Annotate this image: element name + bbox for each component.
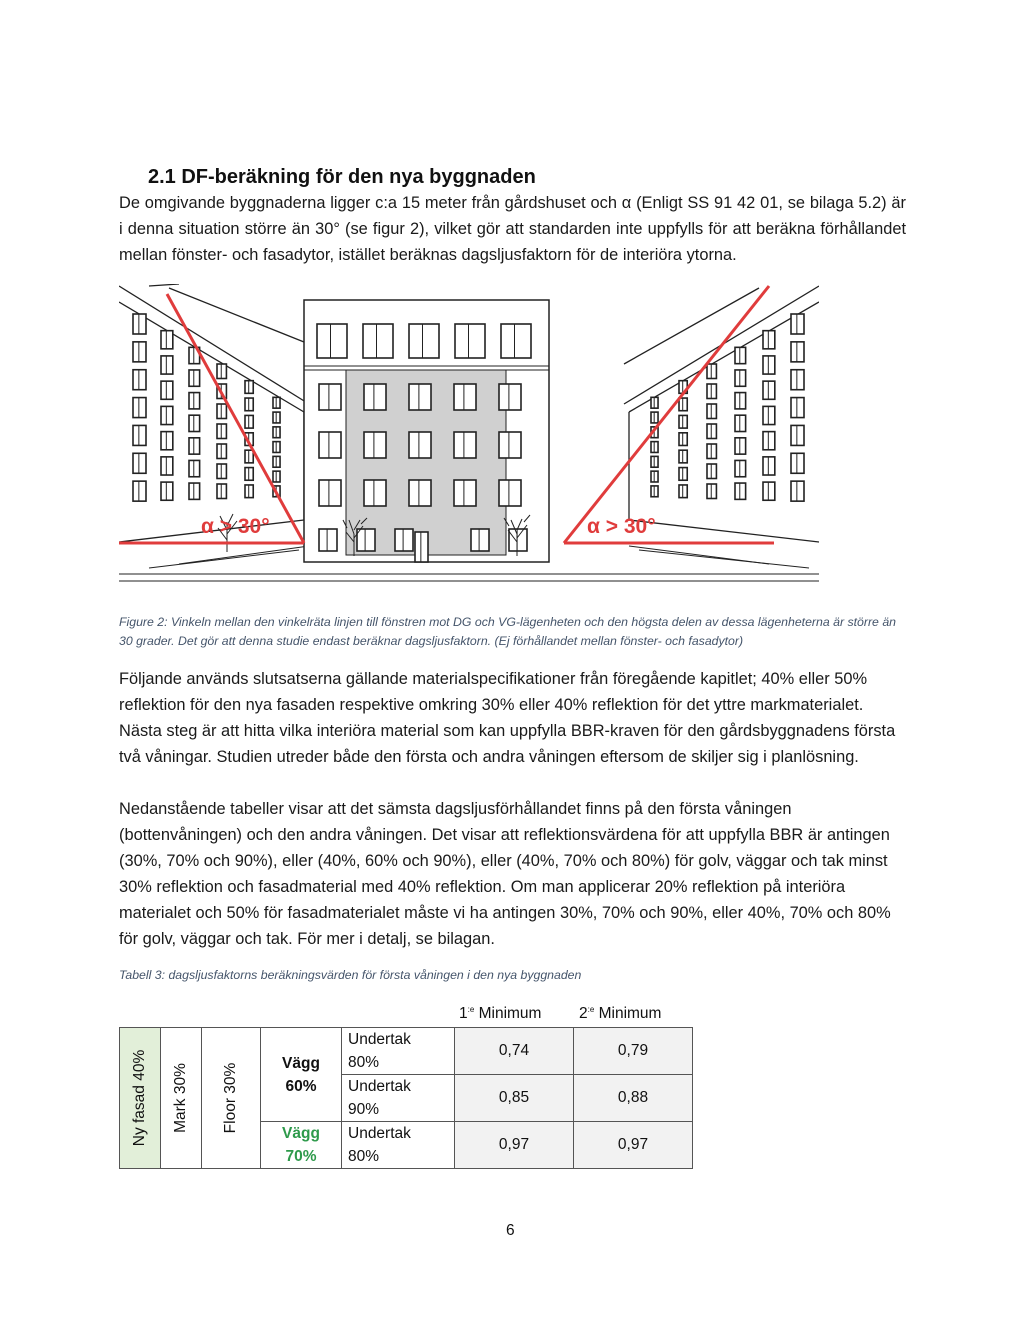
facade-cell xyxy=(120,1028,161,1169)
building-window xyxy=(409,480,431,506)
wall-cell-60 xyxy=(261,1028,342,1122)
building-window xyxy=(161,406,173,424)
col-header-2nd-minimum xyxy=(579,1005,661,1023)
building-window xyxy=(317,324,347,358)
angle-label-left: α > 30° xyxy=(201,515,270,538)
min1-value: 0,74 xyxy=(455,1028,574,1075)
ceiling-label: Undertak xyxy=(348,1125,411,1142)
left-windows xyxy=(133,314,280,501)
building-window xyxy=(791,398,804,418)
building-window xyxy=(763,457,775,475)
building-window xyxy=(791,425,804,445)
building-window xyxy=(161,432,173,450)
col1-label: Minimum xyxy=(474,1005,542,1022)
building-window xyxy=(319,432,341,458)
min1-value: 0,85 xyxy=(455,1075,574,1122)
building-window xyxy=(189,370,200,386)
building-window xyxy=(735,438,746,454)
building-window xyxy=(161,482,173,500)
daylight-factor-table xyxy=(119,1027,693,1169)
building-window xyxy=(735,347,746,363)
floor-cell xyxy=(202,1028,261,1169)
intro-paragraph: De omgivande byggnaderna ligger c:a 15 meter från gårdshuset och α (Enligt SS 91 42 01, se bilaga 5.2) är i denna situation större än 30° (se figur 2), vilket gör att standarden inte uppfylls för att beräkna förhållandet mellan fönster- och fasadytor, istället beräknas dagsljusfaktorn för de interiöra ytorna. xyxy=(119,194,906,264)
col2-ordinal: :e xyxy=(587,1005,595,1014)
building-window xyxy=(735,370,746,386)
min2-value: 0,79 xyxy=(574,1028,693,1075)
building-window xyxy=(319,529,337,551)
ceiling-value: 90% xyxy=(348,1101,380,1118)
building-window xyxy=(763,482,775,500)
building-window xyxy=(471,529,489,551)
ceiling-value: 80% xyxy=(348,1054,380,1071)
min2-value: 0,97 xyxy=(574,1122,693,1169)
table-caption: Tabell 3: dagsljusfaktorns beräkningsvärden för första våningen i den nya byggnaden xyxy=(119,968,582,982)
building-window xyxy=(791,481,804,501)
building-window xyxy=(357,529,375,551)
col2-label: Minimum xyxy=(594,1005,662,1022)
building-window xyxy=(133,314,146,334)
building-window xyxy=(189,415,200,431)
building-window xyxy=(395,529,413,551)
building-window xyxy=(763,406,775,424)
building-window xyxy=(409,324,439,358)
building-window xyxy=(319,480,341,506)
ceiling-label: Undertak xyxy=(348,1031,411,1048)
building-window xyxy=(161,381,173,399)
building-window xyxy=(189,460,200,476)
building-window xyxy=(791,453,804,473)
building-window xyxy=(791,370,804,390)
building-window xyxy=(763,432,775,450)
ceiling-cell xyxy=(342,1028,455,1075)
building-window xyxy=(133,453,146,473)
building-window xyxy=(763,331,775,349)
building-window xyxy=(409,384,431,410)
min2-value: 0,88 xyxy=(574,1075,693,1122)
building-window xyxy=(791,314,804,334)
building-window xyxy=(501,324,531,358)
building-window xyxy=(133,481,146,501)
building-window xyxy=(133,425,146,445)
building-window xyxy=(409,432,431,458)
building-window xyxy=(499,384,521,410)
figure-2-street-perspective xyxy=(119,284,819,588)
building-window xyxy=(763,381,775,399)
building-window xyxy=(364,480,386,506)
ground-cell xyxy=(161,1028,202,1169)
col1-ordinal: :e xyxy=(467,1005,475,1014)
building-window xyxy=(161,331,173,349)
building-window xyxy=(499,480,521,506)
building-window xyxy=(735,460,746,476)
building-window xyxy=(509,529,527,551)
col2-number: 2 xyxy=(579,1005,588,1022)
ground-label: Mark 30% xyxy=(172,1063,189,1133)
building-window xyxy=(791,342,804,362)
building-window xyxy=(133,398,146,418)
building-window xyxy=(189,393,200,409)
facade-label: Ny fasad 40% xyxy=(131,1049,148,1147)
angle-label-right: α > 30° xyxy=(587,515,656,538)
building-window xyxy=(454,480,476,506)
body-paragraph-2: Nedanstående tabeller visar att det sämsta dagsljusförhållandet finns på den första våningen (bottenvåningen) och den andra våningen. Det visar att reflektionsvärdena för att uppfylla BBR är antingen (30%, 70% och 90%), eller (40%, 60% och 90%), eller (40%, 70% och 80%) för golv, väggar och tak minst 30% reflektion och fasadmaterial med 40% reflektion. Om man applicerar 20% reflektion på interiöra materialet och 50% för fasadmaterialet måste vi ha antingen 30%, 70% och 90%, eller 40%, 70% och 80% för golv, väggar och tak. För mer i detalj, se bilagan. xyxy=(119,800,891,948)
building-window xyxy=(364,384,386,410)
wall-label: Vägg xyxy=(282,1054,320,1072)
ceiling-value: 80% xyxy=(348,1148,380,1165)
building-window xyxy=(735,483,746,499)
building-window xyxy=(161,356,173,374)
entrance-door xyxy=(415,532,428,562)
wall-cell-70 xyxy=(261,1122,342,1169)
building-window xyxy=(499,432,521,458)
building-window xyxy=(161,457,173,475)
building-window xyxy=(454,384,476,410)
building-window xyxy=(735,415,746,431)
ceiling-label: Undertak xyxy=(348,1078,411,1095)
building-window xyxy=(189,438,200,454)
floor-label: Floor 30% xyxy=(222,1062,239,1134)
building-window xyxy=(455,324,485,358)
table-row xyxy=(120,1028,693,1075)
body-paragraph-1: Följande används slutsatserna gällande materialspecifikationer från föregående kapitlet; 40% eller 50% reflektion för den nya fasaden respektive omkring 30% eller 40% reflektion för det yttre markmaterialet. Nästa steg är att hitta vilka interiöra material som kan uppfylla BBR-kraven för den gårdsbyggnadens första två våningar. Studien utreder både den första och andra våningen eftersom de skiljer sig i planlösning. xyxy=(119,670,896,766)
wall-value: 60% xyxy=(285,1077,317,1095)
col1-number: 1 xyxy=(459,1005,468,1022)
building-window xyxy=(189,483,200,499)
building-window xyxy=(364,432,386,458)
col-header-1st-minimum xyxy=(459,1005,541,1023)
page-number: 6 xyxy=(506,1222,515,1239)
building-window xyxy=(763,356,775,374)
building-window xyxy=(133,370,146,390)
building-window xyxy=(319,384,341,410)
wall-label: Vägg xyxy=(282,1125,320,1142)
building-window xyxy=(363,324,393,358)
min1-value: 0,97 xyxy=(455,1122,574,1169)
wall-value: 70% xyxy=(285,1148,317,1165)
section-heading: 2.1 DF-beräkning för den nya byggnaden xyxy=(148,166,536,188)
building-window xyxy=(133,342,146,362)
building-window xyxy=(735,393,746,409)
figure-caption: Figure 2: Vinkeln mellan den vinkelräta linjen till fönstren mot DG och VG-lägenheten och den högsta delen av dessa lägenheterna är större än 30 grader. Det gör att denna studie endast beräknar dagsljusfaktorn. (Ej förhållandet mellan fönster- och fasadytor) xyxy=(119,615,896,648)
building-window xyxy=(454,432,476,458)
ceiling-cell xyxy=(342,1122,455,1169)
ceiling-cell xyxy=(342,1075,455,1122)
